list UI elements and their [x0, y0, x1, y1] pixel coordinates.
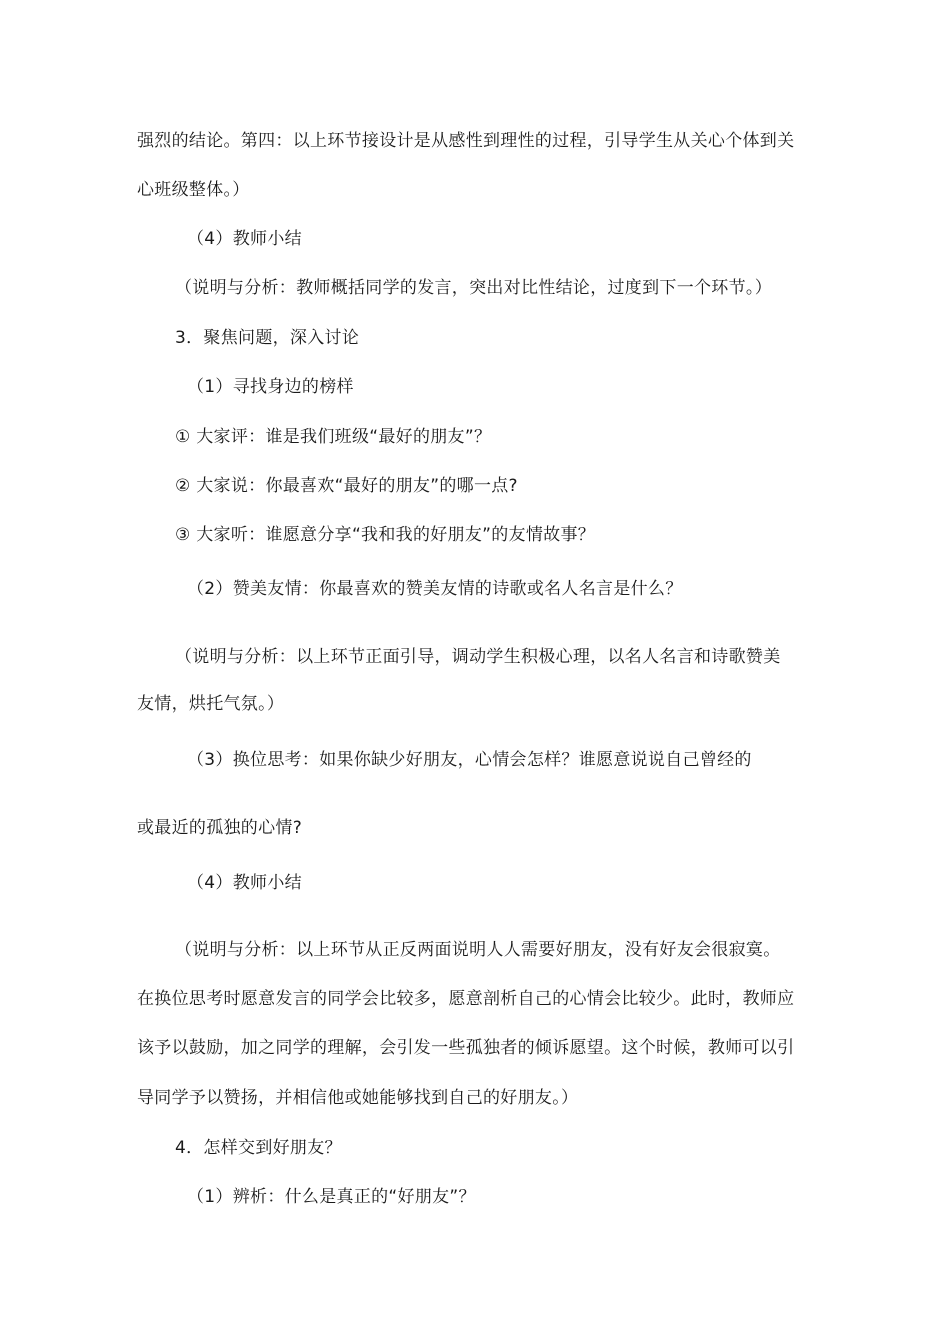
note-line: 导同学予以赞扬，并相信他或她能够找到自己的好朋友。） [137, 1088, 579, 1108]
section-heading: 3．聚焦问题，深入讨论 [175, 328, 360, 348]
list-item: ③ 大家听：谁愿意分享“我和我的好朋友”的友情故事？ [175, 525, 596, 545]
note-line: （说明与分析：教师概括同学的发言，突出对比性结论，过度到下一个环节。） [175, 278, 772, 298]
list-item: ② 大家说：你最喜欢“最好的朋友”的哪一点? [175, 476, 518, 496]
note-line: （说明与分析：以上环节正面引导，调动学生积极心理，以名人名言和诗歌赞美 [175, 647, 781, 667]
paragraph-line: 强烈的结论。第四：以上环节接设计是从感性到理性的过程，引导学生从关心个体到关 [137, 131, 795, 151]
subheading-line: （4）教师小结 [187, 229, 302, 249]
paragraph-line: 心班级整体。） [137, 180, 250, 200]
note-line: 在换位思考时愿意发言的同学会比较多，愿意剖析自己的心情会比较少。此时，教师应 [137, 989, 795, 1009]
paragraph-line: 或最近的孤独的心情? [137, 818, 303, 838]
list-item: ① 大家评：谁是我们班级“最好的朋友”？ [175, 427, 492, 447]
subheading-line: （2）赞美友情：你最喜欢的赞美友情的诗歌或名人名言是什么？ [187, 579, 683, 599]
subheading-line: （1）寻找身边的榜样 [187, 377, 354, 397]
section-heading: 4．怎样交到好朋友？ [175, 1138, 342, 1158]
subheading-line: （3）换位思考：如果你缺少好朋友，心情会怎样？谁愿意说说自己曾经的 [187, 750, 752, 770]
subheading-line: （1）辨析：什么是真正的“好朋友”？ [187, 1187, 476, 1207]
note-line: 友情，烘托气氛。） [137, 694, 285, 714]
note-line: 该予以鼓励，加之同学的理解，会引发一些孤独者的倾诉愿望。这个时候，教师可以引 [137, 1038, 795, 1058]
subheading-line: （4）教师小结 [187, 873, 302, 893]
note-line: （说明与分析：以上环节从正反两面说明人人需要好朋友，没有好友会很寂寞。 [175, 940, 781, 960]
